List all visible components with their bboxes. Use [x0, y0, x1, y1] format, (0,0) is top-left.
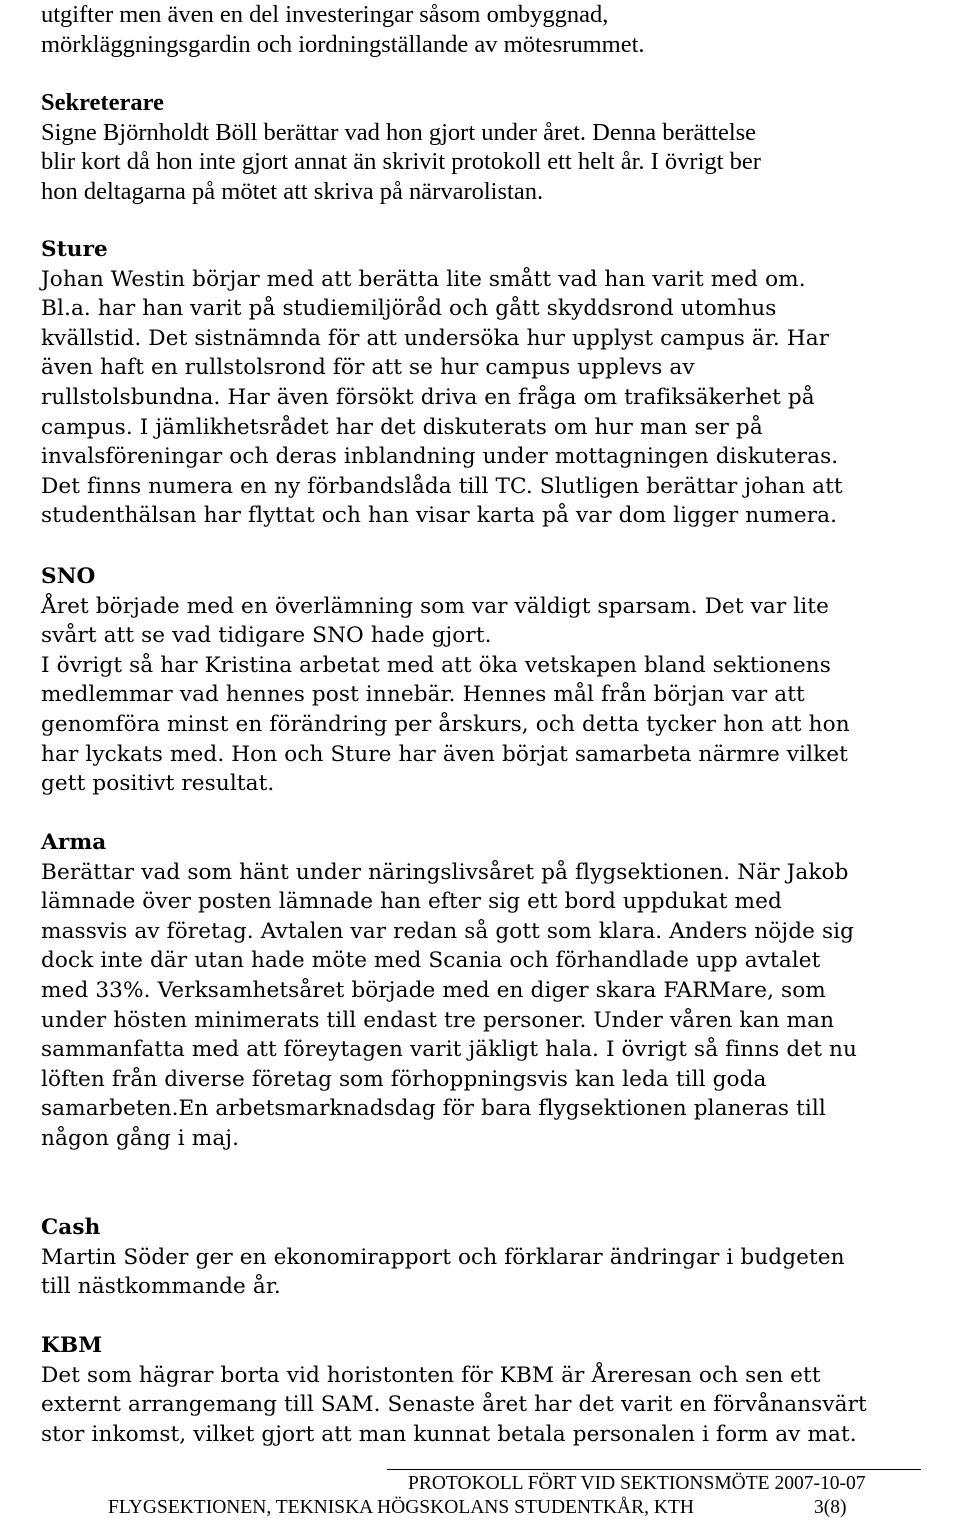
text-line: Bl.a. har han varit på studiemiljöråd och gått skyddsrond utomhus [41, 296, 777, 322]
text-line: har lyckats med. Hon och Sture har även börjat samarbeta närmre vilket [41, 741, 848, 767]
text-line: sammanfatta med att föreytagen varit jäkligt hala. I övrigt så finns det nu [41, 1037, 857, 1063]
text-line: campus. I jämlikhetsrådet har det diskuterats om hur man ser på [41, 414, 763, 440]
text-line: Johan Westin börjar med att berätta lite smått vad han varit med om. [41, 266, 806, 292]
text-line: med 33%. Verksamhetsåret började med en diger skara FARMare, som [41, 977, 826, 1003]
text-line: kvällstid. Det sistnämnda för att undersöka hur upplyst campus är. Har [41, 325, 830, 351]
text-line: genomföra minst en förändring per årskurs, och detta tycker hon att hon [41, 711, 850, 737]
text-line: under hösten minimerats till endast tre personer. Under våren kan man [41, 1007, 835, 1033]
text-line: mörkläggningsgardin och iordningställande av mötesrummet. [41, 30, 645, 58]
section-heading: KBM [41, 1333, 103, 1358]
text-line: hon deltagarna på mötet att skriva på närvarolistan. [41, 177, 544, 205]
section-arma [41, 828, 956, 1154]
text-line: externt arrangemang till SAM. Senaste året har det varit en förvånansvärt [41, 1392, 867, 1418]
section-kbm [41, 1331, 956, 1449]
text-line: studenthälsan har flyttat och han visar karta på var dom ligger numera. [41, 503, 838, 529]
section-sekreterare [41, 88, 956, 206]
text-line: svårt att se vad tidigare SNO hade gjort. [41, 623, 492, 649]
text-line: massvis av företag. Avtalen var redan så gott som klara. Anders nöjde sig [41, 918, 855, 944]
section-heading: Sture [41, 237, 108, 262]
text-line: Det som hägrar borta vid horistonten för KBM är Åreresan och sen ett [41, 1362, 821, 1388]
footer-protocol-line [0, 1472, 960, 1496]
section-heading: Sekreterare [41, 89, 164, 116]
text-line: samarbeten.En arbetsmarknadsdag för bara flygsektionen planeras till [41, 1096, 826, 1122]
text-line: Året började med en överlämning som var väldigt sparsam. Det var lite [41, 593, 829, 619]
footer-protocol-text: PROTOKOLL FÖRT VID SEKTIONSMÖTE 2007-10-07 [408, 1473, 866, 1494]
text-line: gett positivt resultat. [41, 771, 275, 797]
text-line: blir kort då hon inte gjort annat än skrivit protokoll ett helt år. I övrigt ber [41, 148, 761, 176]
text-line: invalsföreningar och deras inblandning under mottagningen diskuteras. [41, 444, 839, 470]
footer-organization-line [108, 1496, 847, 1520]
text-line: Signe Björnholdt Böll berättar vad hon gjort under året. Denna berättelse [41, 118, 757, 146]
page-number: 3(8) [814, 1497, 847, 1518]
text-line: dock inte där utan hade möte med Scania och förhandlade upp avtalet [41, 948, 821, 974]
text-line: I övrigt så har Kristina arbetat med att öka vetskapen bland sektionens [41, 652, 831, 678]
text-line: utgifter men även en del investeringar såsom ombyggnad, [41, 1, 609, 28]
section-sno [41, 562, 956, 799]
text-line: rullstolsbundna. Har även försökt driva en fråga om trafiksäkerhet på [41, 384, 815, 410]
text-line: till nästkommande år. [41, 1274, 281, 1300]
text-line: även haft en rullstolsrond för att se hur campus upplevs av [41, 355, 695, 381]
section-heading: SNO [41, 564, 96, 589]
text-line: stor inkomst, vilket gjort att man kunnat betala personalen i form av mat. [41, 1421, 857, 1447]
footer-divider [387, 1469, 921, 1470]
intro-paragraph [41, 0, 956, 59]
text-line: Berättar vad som hänt under näringslivsåret på flygsektionen. När Jakob [41, 859, 849, 885]
text-line: medlemmar vad hennes post innebär. Hennes mål från början var att [41, 682, 805, 708]
text-line: lämnade över posten lämnade han efter sig ett bord uppdukat med [41, 889, 782, 915]
text-line: Martin Söder ger en ekonomirapport och förklarar ändringar i budgeten [41, 1244, 845, 1270]
section-heading: Cash [41, 1215, 101, 1240]
section-cash [41, 1213, 956, 1302]
text-line: någon gång i maj. [41, 1125, 240, 1151]
section-sture [41, 235, 956, 531]
footer-organization-text: FLYGSEKTIONEN, TEKNISKA HÖGSKOLANS STUDENTKÅR, KTH [108, 1497, 694, 1518]
section-heading: Arma [41, 830, 107, 855]
text-line: Det finns numera en ny förbandslåda till TC. Slutligen berättar johan att [41, 473, 843, 499]
text-line: löften från diverse företag som förhoppningsvis kan leda till goda [41, 1066, 767, 1092]
